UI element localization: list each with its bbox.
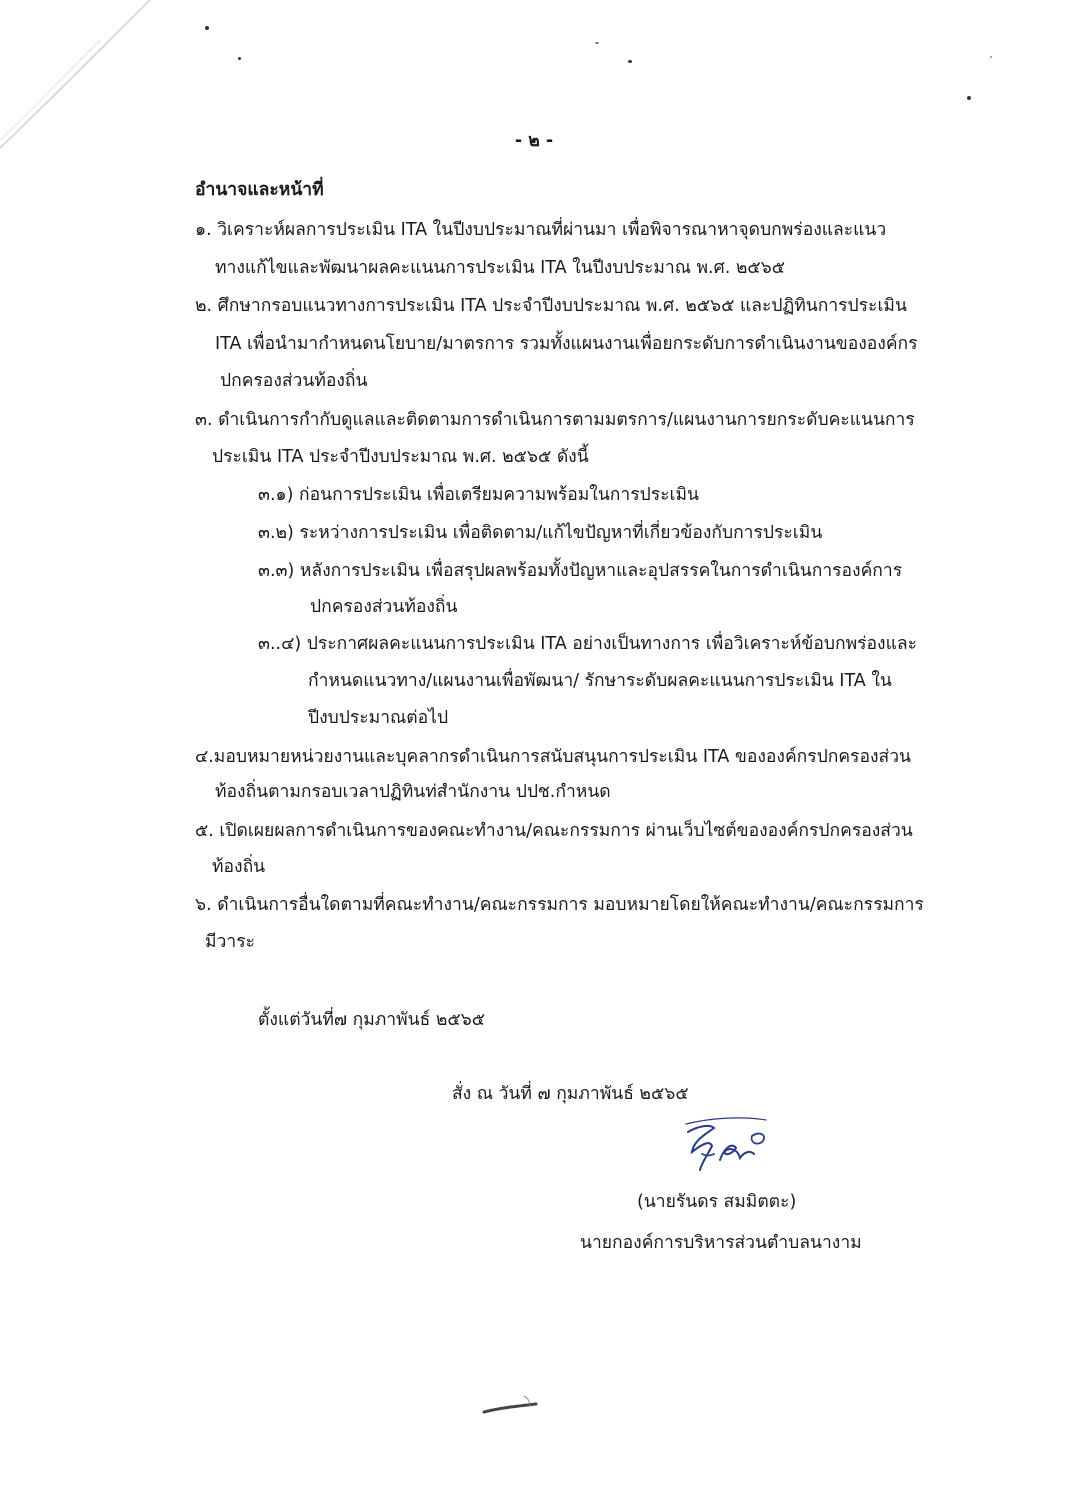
signer-name: (นายรันดร สมมิตตะ) — [637, 1192, 797, 1212]
duty-line: ปกครองส่วนท้องถิ่น — [220, 371, 368, 391]
sub-duty-line: ๓.๑) ก่อนการประเมิน เพื่อเตรียมความพร้อมในการประเมิน — [258, 485, 700, 505]
sub-duty-line: ๓..๔) ประกาศผลคะแนนการประเมิน ITA อย่างเป็นทางการ เพื่อวิเคราะห์ข้อบกพร่องและ — [258, 634, 918, 654]
duty-line: ๓. ดำเนินการกำกับดูแลและติดตามการดำเนินการตามมตรการ/แผนงานการยกระดับคะแนนการ — [195, 410, 915, 430]
order-date: สั่ง ณ วันที่ ๗ กุมภาพันธ์ ๒๕๖๕ — [452, 1084, 689, 1104]
duty-line: ๕. เปิดเผยผลการดำเนินการของคณะทำงาน/คณะกรรมการ ผ่านเว็บไซต์ขององค์กรปกครองส่วน — [195, 821, 913, 841]
page-number: - ๒ - — [514, 131, 554, 151]
scan-speck — [628, 60, 632, 63]
duty-line: ๒. ศึกษากรอบแนวทางการประเมิน ITA ประจำปีงบประมาณ พ.ศ. ๒๕๖๕ และปฏิทินการประเมิน — [195, 296, 907, 316]
scan-speck — [990, 56, 992, 58]
duty-line: ๖. ดำเนินการอื่นใดตามที่คณะทำงาน/คณะกรรมการ มอบหมายโดยให้คณะทำงาน/คณะกรรมการ — [195, 895, 924, 915]
handwritten-signature-icon — [680, 1110, 770, 1180]
sub-duty-line: ปกครองส่วนท้องถิ่น — [310, 597, 458, 617]
sub-duty-line: ๓.๒) ระหว่างการประเมิน เพื่อติดตาม/แก้ไขปัญหาที่เกี่ยวข้องกับการประเมิน — [258, 523, 823, 543]
duty-line: ๔.มอบหมายหน่วยงานและบุคลากรดำเนินการสนับสนุนการประเมิน ITA ขององค์กรปกครองส่วน — [195, 747, 911, 767]
signer-title: นายกองค์การบริหารส่วนตำบลนางาม — [580, 1233, 862, 1253]
duty-line: ท้องถิ่นตามกรอบเวลาปฏิทินท่สำนักงาน ปปช.กำหนด — [215, 782, 611, 802]
duty-line: มีวาระ — [205, 932, 255, 952]
scan-mark — [480, 1392, 540, 1420]
effective-date: ตั้งแต่วันที่๗ กุมภาพันธ์ ๒๕๖๕ — [258, 1010, 485, 1030]
duty-line: ทางแก้ไขและพัฒนาผลคะแนนการประเมิน ITA ในปีงบประมาณ พ.ศ. ๒๕๖๕ — [215, 258, 785, 278]
duty-line: ประเมิน ITA ประจำปีงบประมาณ พ.ศ. ๒๕๖๕ ดังนี้ — [212, 447, 589, 467]
duty-line: ITA เพื่อนำมากำหนดนโยบาย/มาตรการ รวมทั้งแผนงานเพื่อยกระดับการดำเนินงานขององค์กร — [215, 334, 918, 354]
scan-speck — [595, 42, 599, 44]
scan-speck — [238, 57, 241, 60]
scan-speck — [205, 26, 209, 30]
duty-line: ๑. วิเคราะห์ผลการประเมิน ITA ในปีงบประมาณที่ผ่านมา เพื่อพิจารณาหาจุดบกพร่องและแนว — [195, 220, 887, 240]
sub-duty-line: ๓.๓) หลังการประเมิน เพื่อสรุปผลพร้อมทั้งปัญหาและอุปสรรคในการดำเนินการองค์การ — [258, 561, 903, 581]
duty-line: ท้องถิ่น — [212, 857, 266, 877]
sub-duty-line: ปีงบประมาณต่อไป — [308, 708, 449, 728]
scan-speck — [967, 96, 971, 100]
section-heading: อำนาจและหน้าที่ — [195, 180, 324, 200]
sub-duty-line: กำหนดแนวทาง/แผนงานเพื่อพัฒนา/ รักษาระดับผลคะแนนการประเมิน ITA ใน — [308, 671, 892, 691]
